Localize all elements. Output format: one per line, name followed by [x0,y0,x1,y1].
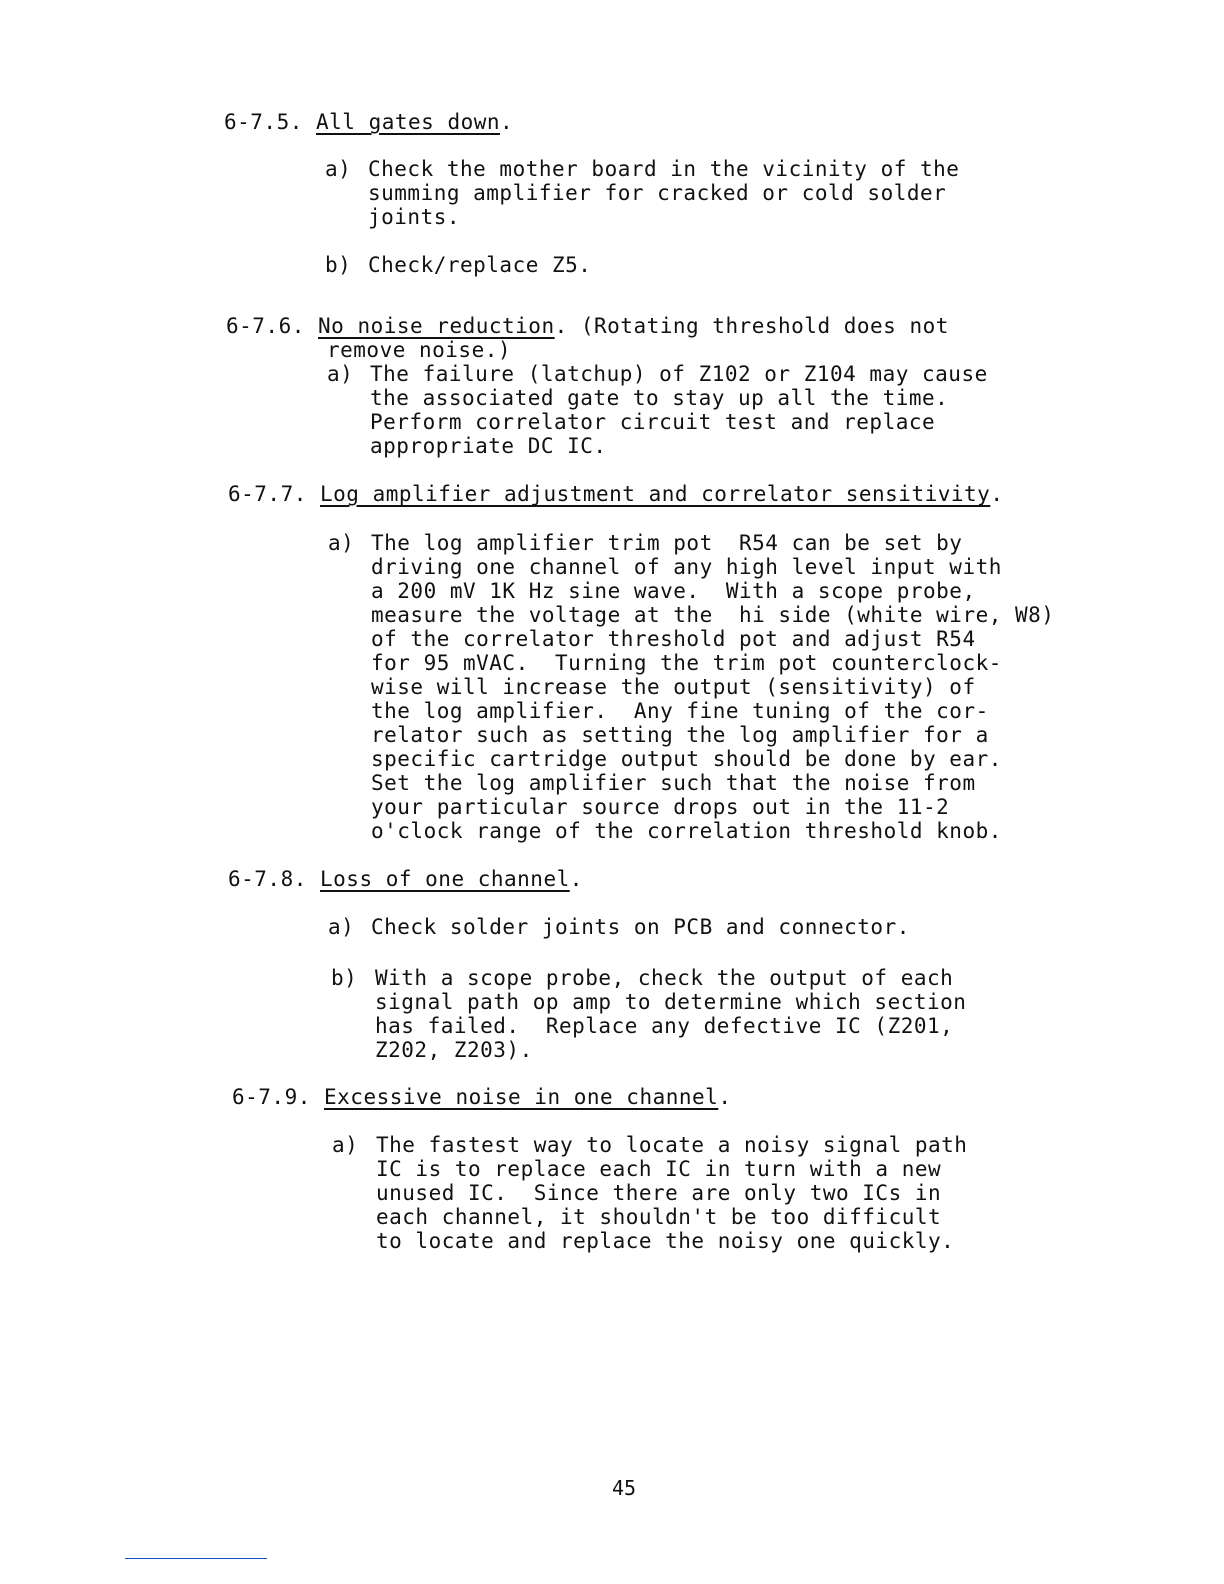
item-line: your particular source drops out in the 11-2 [371,795,950,819]
section-number: 6-7.7. [228,482,307,506]
section-number: 6-7.6. [226,314,305,338]
item-label: a) [332,1133,359,1157]
item-line: specific cartridge output should be done by ear. [371,747,1002,771]
item-line: appropriate DC IC. [370,434,607,458]
section-heading [226,314,949,338]
item-line: Check/replace Z5. [368,253,592,277]
section-title-suffix: . [569,867,583,891]
item-line: Check the mother board in the vicinity of the [368,157,960,181]
section-heading [232,1085,731,1109]
section-heading [228,867,583,891]
item-line: summing amplifier for cracked or cold solder [368,181,947,205]
section-title-suffix: . [500,110,514,134]
item-line: driving one channel of any high level input with [371,555,1002,579]
section-title: All gates down [316,110,501,134]
item-line: the log amplifier. Any fine tuning of the cor- [371,699,989,723]
item-line: signal path op amp to determine which section [375,990,967,1014]
item-line: o'clock range of the correlation threshold knob. [371,819,1002,843]
item-line: a 200 mV 1K Hz sine wave. With a scope probe, [371,579,976,603]
section-number: 6-7.5. [224,110,303,134]
item-line: the associated gate to stay up all the time. [370,386,949,410]
item-line: The log amplifier trim pot R54 can be set by [371,531,963,555]
item-line: Set the log amplifier such that the noise from [371,771,976,795]
item-line: joints. [368,205,461,229]
item-line: Z202, Z203). [375,1038,533,1062]
item-label: a) [328,915,355,939]
page-number: 45 [612,1476,637,1500]
item-label: a) [325,157,352,181]
item-label: a) [327,362,354,386]
item-label: b) [331,966,358,990]
item-line: IC is to replace each IC in turn with a new [376,1157,942,1181]
item-line: for 95 mVAC. Turning the trim pot counterclock- [371,651,1002,675]
section-title: No noise reduction [318,314,555,338]
section-title-suffix: . [718,1085,732,1109]
section-title: Log amplifier adjustment and correlator sensitivity [320,482,991,506]
item-line: With a scope probe, check the output of each [375,966,954,990]
section-number: 6-7.8. [228,867,307,891]
item-line: The fastest way to locate a noisy signal path [376,1133,968,1157]
footer-divider [125,1558,267,1559]
section-number: 6-7.9. [232,1085,311,1109]
section-title-continuation: remove noise.) [327,338,512,362]
section-heading [228,482,1003,506]
item-label: b) [325,253,352,277]
section-title: Loss of one channel [320,867,570,891]
item-line: Check solder joints on PCB and connector. [371,915,910,939]
item-line: measure the voltage at the hi side (white wire, W8) [371,603,1055,627]
section-title-suffix: . (Rotating threshold does not [554,314,949,338]
item-line: The failure (latchup) of Z102 or Z104 may cause [370,362,988,386]
item-line: of the correlator threshold pot and adjust R54 [371,627,976,651]
item-line: to locate and replace the noisy one quickly. [376,1229,955,1253]
item-line: each channel, it shouldn't be too difficult [376,1205,942,1229]
section-heading [224,110,513,134]
section-title: Excessive noise in one channel [324,1085,719,1109]
section-title-suffix: . [990,482,1004,506]
item-line: has failed. Replace any defective IC (Z201, [375,1014,954,1038]
item-line: unused IC. Since there are only two ICs in [376,1181,942,1205]
item-line: Perform correlator circuit test and replace [370,410,936,434]
item-line: relator such as setting the log amplifier for a [371,723,989,747]
item-line: wise will increase the output (sensitivity) of [371,675,976,699]
item-label: a) [328,531,355,555]
